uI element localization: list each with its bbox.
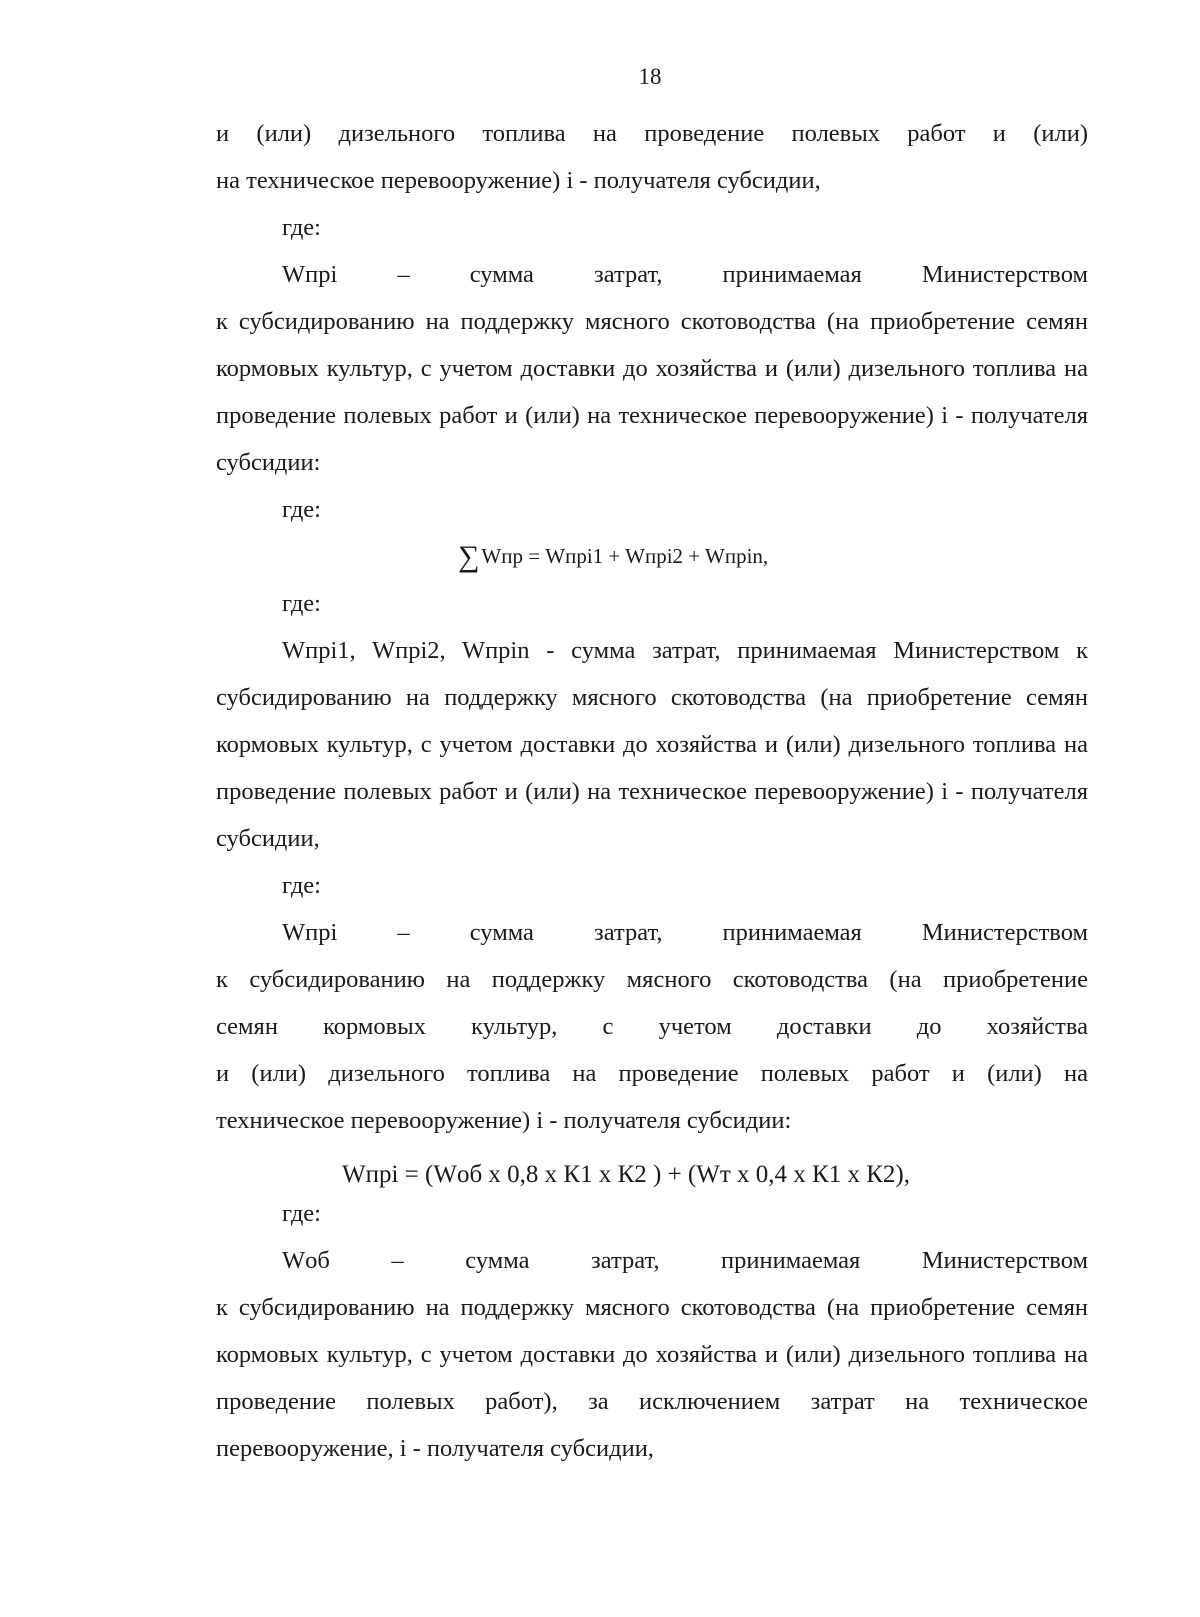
text-line: и (или) дизельного топлива на проведение полевых работ и (или) <box>216 120 1088 147</box>
sum-formula-text: Wпр = Wпрi1 + Wпрi2 + Wпрin, <box>481 544 769 568</box>
definition-paragraph <box>216 251 1088 486</box>
page-number: 18 <box>638 64 662 89</box>
where-label: где: <box>282 872 321 899</box>
definition-paragraph: Wпрi1, Wпрi2, Wпрin - сумма затрат, принимаемая Министерством к субсидированию на поддержку мясного скотоводства (на приобретение семян кормовых культур, с учетом доставки до хозяйства и (или) дизельного топлива на проведение полевых работ и (или) на техническое перевооружение) i - получателя субсидии, <box>216 637 1088 852</box>
text-line: и (или) дизельного топлива на проведение полевых работ и (или) на <box>216 1060 1088 1087</box>
definition-text: к субсидированию на поддержку мясного скотоводства (на приобретение семян кормовых культур, с учетом доставки до хозяйства и (или) дизельного топлива на проведение полевых работ и (или) на техническое перевооружение) i - получателя субсидии: <box>216 308 1088 476</box>
text-line: семян кормовых культур, с учетом доставки до хозяйства <box>216 1013 1088 1040</box>
main-formula: Wпрi = (Wоб x 0,8 x К1 x К2 ) + (Wт x 0,4 x К1 x К2), <box>342 1161 910 1188</box>
text-line: техническое перевооружение) i - получателя субсидии: <box>216 1107 792 1134</box>
document-body <box>216 110 1088 1472</box>
paragraph-continuation <box>216 110 1088 204</box>
text-line: к субсидированию на поддержку мясного скотоводства (на приобретение <box>216 966 1088 993</box>
where-label: где: <box>282 496 321 523</box>
where-label: где: <box>282 1200 321 1227</box>
definition-text: к субсидированию на поддержку мясного скотоводства (на приобретение семян кормовых культур, с учетом доставки до хозяйства и (или) дизельного топлива на проведение полевых работ), за исключением затрат на техническое перевооружение, i - получателя субсидии, <box>216 1294 1088 1462</box>
sum-formula <box>216 533 1088 580</box>
text-line: на техническое перевооружение) i - получателя субсидии, <box>216 167 821 194</box>
where-label: где: <box>282 214 321 241</box>
where-label: где: <box>282 590 321 617</box>
definition-paragraph <box>216 1237 1088 1472</box>
text-line: Wпрi – сумма затрат, принимаемая Министерством <box>282 919 1088 946</box>
sigma-symbol: ∑ <box>458 540 480 573</box>
definition-first-line: Wоб – сумма затрат, принимаемая Министерством <box>282 1247 1088 1274</box>
definition-paragraph <box>216 909 1088 1144</box>
definition-first-line: Wпрi – сумма затрат, принимаемая Министерством <box>282 261 1088 288</box>
